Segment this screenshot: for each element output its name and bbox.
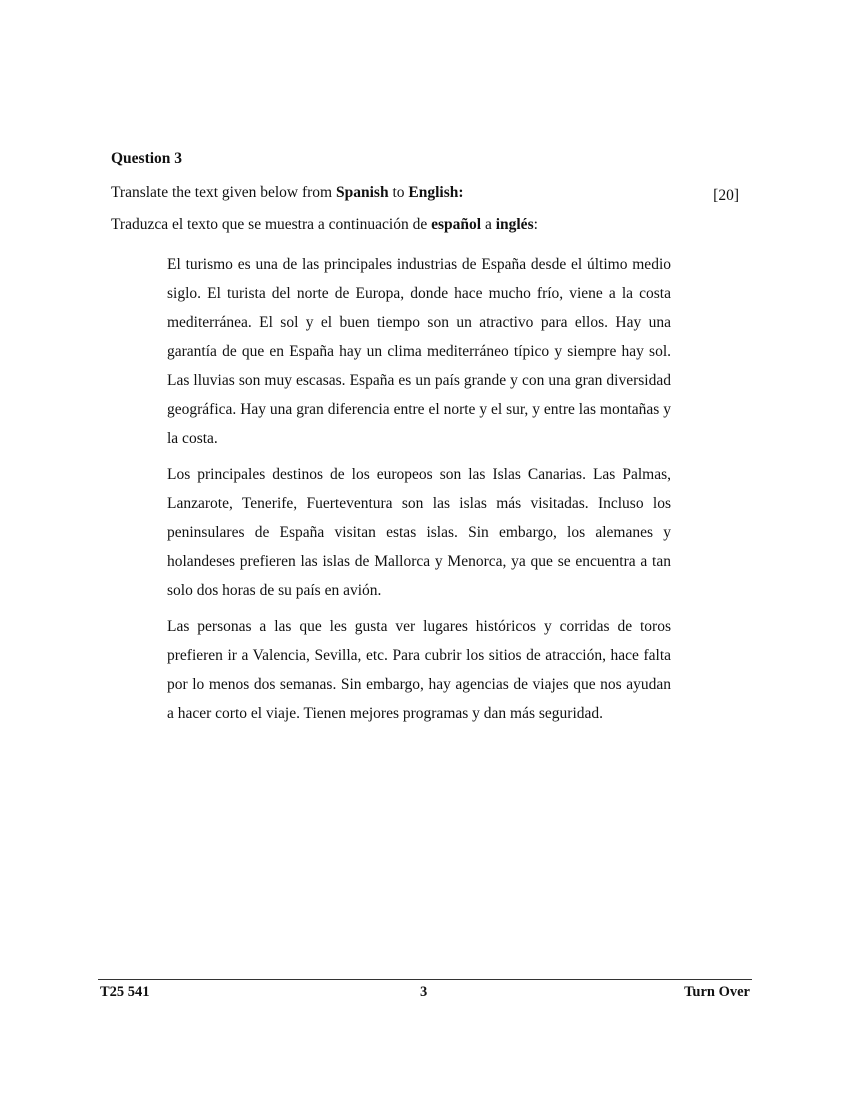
instruction-english	[111, 183, 464, 203]
instruction-english-prefix: Translate the text given below from	[111, 184, 336, 201]
paper-code: T25 541	[100, 984, 150, 1000]
instruction-english-target-language: English:	[408, 184, 464, 201]
passage-paragraph-2: Los principales destinos de los europeos son las Islas Canarias. Las Palmas, Lanzarote, Tenerife, Fuerteventura son las islas más visitadas. Incluso los peninsulares de España visitan estas islas. Sin embargo, los alemanes y holandeses prefieren las islas de Mallorca y Menorca, ya que se encuentra a tan solo dos horas de su país en avión.	[167, 466, 671, 599]
page-number: 3	[420, 984, 428, 1000]
instruction-english-middle: to	[388, 184, 409, 201]
passage-paragraph-3: Las personas a las que les gusta ver lugares históricos y corridas de toros prefieren ir a Valencia, Sevilla, etc. Para cubrir los sitios de atracción, hace falta por lo menos dos semanas. Sin embargo, hay agencias de viajes que nos ayudan a hacer corto el viaje. Tienen mejores programas y dan más seguridad.	[167, 618, 671, 722]
instruction-spanish-source-language: español	[431, 216, 482, 233]
footer-divider	[98, 979, 752, 980]
turn-over-label: Turn Over	[684, 984, 750, 1000]
instruction-spanish-middle: a	[481, 216, 496, 233]
instruction-english-source-language: Spanish	[336, 184, 389, 201]
instruction-spanish-suffix: :	[533, 216, 538, 233]
instruction-spanish	[111, 215, 538, 235]
question-title: Question 3	[111, 150, 183, 167]
instruction-spanish-target-language: inglés	[495, 216, 534, 233]
instruction-spanish-prefix: Traduzca el texto que se muestra a continuación de	[111, 216, 432, 233]
spanish-passage	[167, 250, 671, 735]
marks-allocation: [20]	[713, 187, 739, 204]
passage-paragraph-1: El turismo es una de las principales industrias de España desde el último medio siglo. El turista del norte de Europa, donde hace mucho frío, viene a la costa mediterránea. El sol y el buen tiempo son un atractivo para ellos. Hay una garantía de que en España hay un clima mediterráneo típico y siempre hay sol. Las lluvias son muy escasas. España es un país grande y con una gran diversidad geográfica. Hay una gran diferencia entre el norte y el sur, y entre las montañas y la costa.	[167, 256, 671, 447]
